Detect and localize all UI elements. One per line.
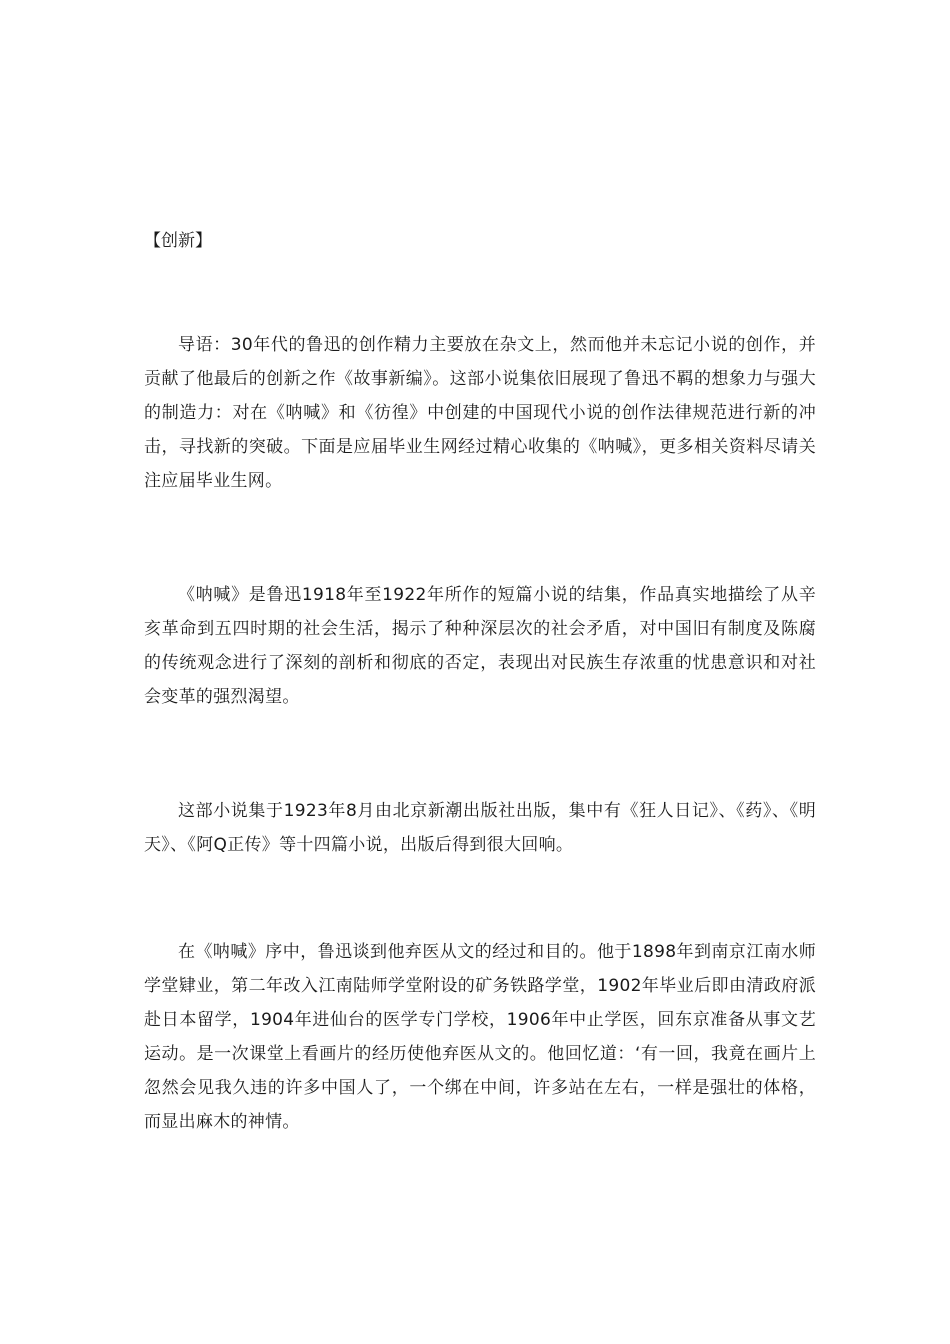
section-heading: 【创新】 bbox=[144, 231, 212, 251]
body-paragraph-2: 这部小说集于1923年8月由北京新潮出版社出版，集中有《狂人日记》、《药》、《明天》、《阿Q正传》等十四篇小说，出版后得到很大回响。 bbox=[144, 801, 816, 855]
body-paragraph-1: 《呐喊》是鲁迅1918年至1922年所作的短篇小说的结集，作品真实地描绘了从辛亥革命到五四时期的社会生活，揭示了种种深层次的社会矛盾，对中国旧有制度及陈腐的传统观念进行了深刻的剖析和彻底的否定，表现出对民族生存浓重的忧患意识和对社会变革的强烈渴望。 bbox=[144, 585, 816, 707]
body-paragraph-3: 在《呐喊》序中，鲁迅谈到他弃医从文的经过和目的。他于1898年到南京江南水师学堂肄业，第二年改入江南陆师学堂附设的矿务铁路学堂，1902年毕业后即由清政府派赴日本留学，1904年进仙台的医学专门学校，1906年中止学医，回东京准备从事文艺运动。是一次课堂上看画片的经历使他弃医从文的。他回忆道：‘有一回，我竟在画片上忽然会见我久违的许多中国人了，一个绑在中间，许多站在左右，一样是强壮的体格，而显出麻木的神情。 bbox=[144, 942, 816, 1132]
intro-paragraph: 导语：30年代的鲁迅的创作精力主要放在杂文上，然而他并未忘记小说的创作，并贡献了他最后的创新之作《故事新编》。这部小说集依旧展现了鲁迅不羁的想象力与强大的制造力：对在《呐喊》和《彷徨》中创建的中国现代小说的创作法律规范进行新的冲击，寻找新的突破。下面是应届毕业生网经过精心收集的《呐喊》，更多相关资料尽请关注应届毕业生网。 bbox=[144, 335, 816, 491]
